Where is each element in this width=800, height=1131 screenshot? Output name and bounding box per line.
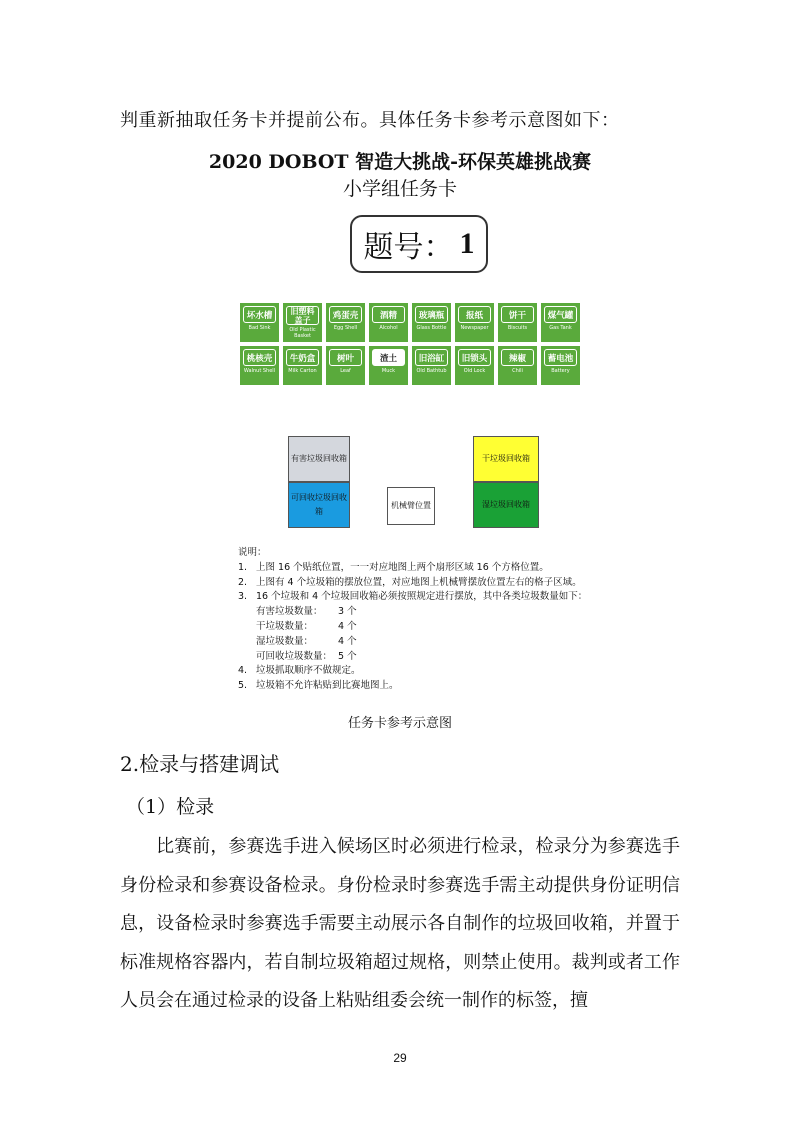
sticker xyxy=(326,303,365,342)
sticker xyxy=(541,303,580,342)
sticker-english: Battery xyxy=(551,368,570,374)
intro-text: 判重新抽取任务卡并提前公布。具体任务卡参考示意图如下： xyxy=(120,110,620,131)
sticker-label: 渣土 xyxy=(372,349,405,366)
sticker-english: Egg Shell xyxy=(333,325,358,331)
sticker-label: 树叶 xyxy=(329,349,362,366)
section-heading: 2.检录与搭建调试 xyxy=(120,752,280,776)
count-row: 可回收垃圾数量： 5 个 xyxy=(256,650,357,662)
sticker-english: Gas Tank xyxy=(549,325,572,331)
sticker xyxy=(283,346,322,385)
page-number: 29 xyxy=(393,1051,407,1065)
sticker-label: 酒精 xyxy=(372,306,405,323)
sticker-english: Newspaper xyxy=(460,325,489,331)
sticker xyxy=(455,303,494,342)
sticker-english: Milk Carton xyxy=(288,368,317,374)
note-item: 2. 上图有 4 个垃圾箱的摆放位置，对应地图上机械臂摆放位置左右的格子区域。 xyxy=(238,576,582,588)
question-label: 题号： xyxy=(363,230,454,265)
sticker-grid xyxy=(240,303,585,385)
sticker-english: Glass Bottle xyxy=(416,325,447,331)
sticker-english: Bad Sink xyxy=(248,325,271,331)
sticker-label: 饼干 xyxy=(501,306,534,323)
sticker-english: Old Plastic Basket xyxy=(289,327,316,339)
sticker xyxy=(541,346,580,385)
sticker-label: 鸡蛋壳 xyxy=(329,306,362,323)
question-number-box xyxy=(350,215,488,273)
sticker xyxy=(240,346,279,385)
sticker-english: Old Bathtub xyxy=(416,368,447,374)
sticker xyxy=(369,346,408,385)
notes xyxy=(238,546,587,694)
note-item: 1. 上图 16 个贴纸位置，一一对应地图上两个扇形区域 16 个方格位置。 xyxy=(238,561,549,573)
sticker xyxy=(283,303,322,342)
paragraph-text: 比赛前，参赛选手进入候场区时必须进行检录，检录分为参赛选手身份检录和参赛设备检录。身份检录时参赛选手需主动提供身份证明信息，设备检录时参赛选手需要主动展示各自制作的垃圾回收箱，并置于标准规格容器内，若自制垃圾箱超过规格，则禁止使用。裁判或者工作人员会在通过检录的设备上粘贴组委会统一制作的标签，擅 xyxy=(120,836,680,1011)
sticker-english: Muck xyxy=(381,368,396,374)
sticker-english: Walnut Shell xyxy=(243,368,276,374)
note-item: 3. 16 个垃圾和 4 个垃圾回收箱必须按照规定进行摆放，其中各类垃圾数量如下： xyxy=(238,591,588,603)
sticker xyxy=(412,303,451,342)
count-row: 有害垃圾数量： 3 个 xyxy=(256,606,357,618)
count-row: 湿垃圾数量： 4 个 xyxy=(256,635,357,647)
recyclable-bin: 可回收垃圾回收箱 xyxy=(288,482,350,528)
sticker xyxy=(369,303,408,342)
sticker xyxy=(498,303,537,342)
sticker-english: Leaf xyxy=(340,368,351,374)
harmful-bin: 有害垃圾回收箱 xyxy=(288,436,350,482)
sticker xyxy=(455,346,494,385)
sticker-english: Biscuits xyxy=(507,325,528,331)
sticker-label: 蓄电池 xyxy=(544,349,577,366)
sticker-label: 辣椒 xyxy=(501,349,534,366)
sticker-label: 旧浴缸 xyxy=(415,349,448,366)
sticker xyxy=(498,346,537,385)
sticker xyxy=(326,346,365,385)
sticker-label: 旧锁头 xyxy=(458,349,491,366)
robot-arm-position: 机械臂位置 xyxy=(387,487,435,525)
sticker-label: 坏水槽 xyxy=(243,306,276,323)
subsection-heading: （1）检录 xyxy=(126,796,215,818)
sticker xyxy=(240,303,279,342)
sticker-english: Old Lock xyxy=(463,368,486,374)
sticker-label: 报纸 xyxy=(458,306,491,323)
sticker xyxy=(412,346,451,385)
wet-bin: 湿垃圾回收箱 xyxy=(473,482,539,528)
body-paragraph xyxy=(120,828,680,1021)
note-item: 5. 垃圾箱不允许粘贴到比赛地图上。 xyxy=(238,680,399,692)
sticker-english: Chili xyxy=(512,368,523,374)
sticker-label: 牛奶盒 xyxy=(286,349,319,366)
figure-caption: 任务卡参考示意图 xyxy=(347,716,452,731)
note-item: 4. 垃圾抓取顺序不做规定。 xyxy=(238,665,361,677)
sticker-label: 玻璃瓶 xyxy=(415,306,448,323)
notes-heading: 说明： xyxy=(238,547,267,558)
sticker-label: 煤气罐 xyxy=(544,306,577,323)
question-number: 1 xyxy=(459,227,475,260)
sticker-label: 桃核壳 xyxy=(243,349,276,366)
dry-bin: 干垃圾回收箱 xyxy=(473,436,539,482)
task-card-subtitle: 小学组任务卡 xyxy=(342,178,457,200)
sticker-english: Alcohol xyxy=(379,325,398,331)
sticker-label: 旧塑料盖子 xyxy=(286,306,319,325)
task-card-title: 2020 DOBOT 智造大挑战-环保英雄挑战赛 xyxy=(208,151,592,173)
count-row: 干垃圾数量： 4 个 xyxy=(256,620,357,632)
